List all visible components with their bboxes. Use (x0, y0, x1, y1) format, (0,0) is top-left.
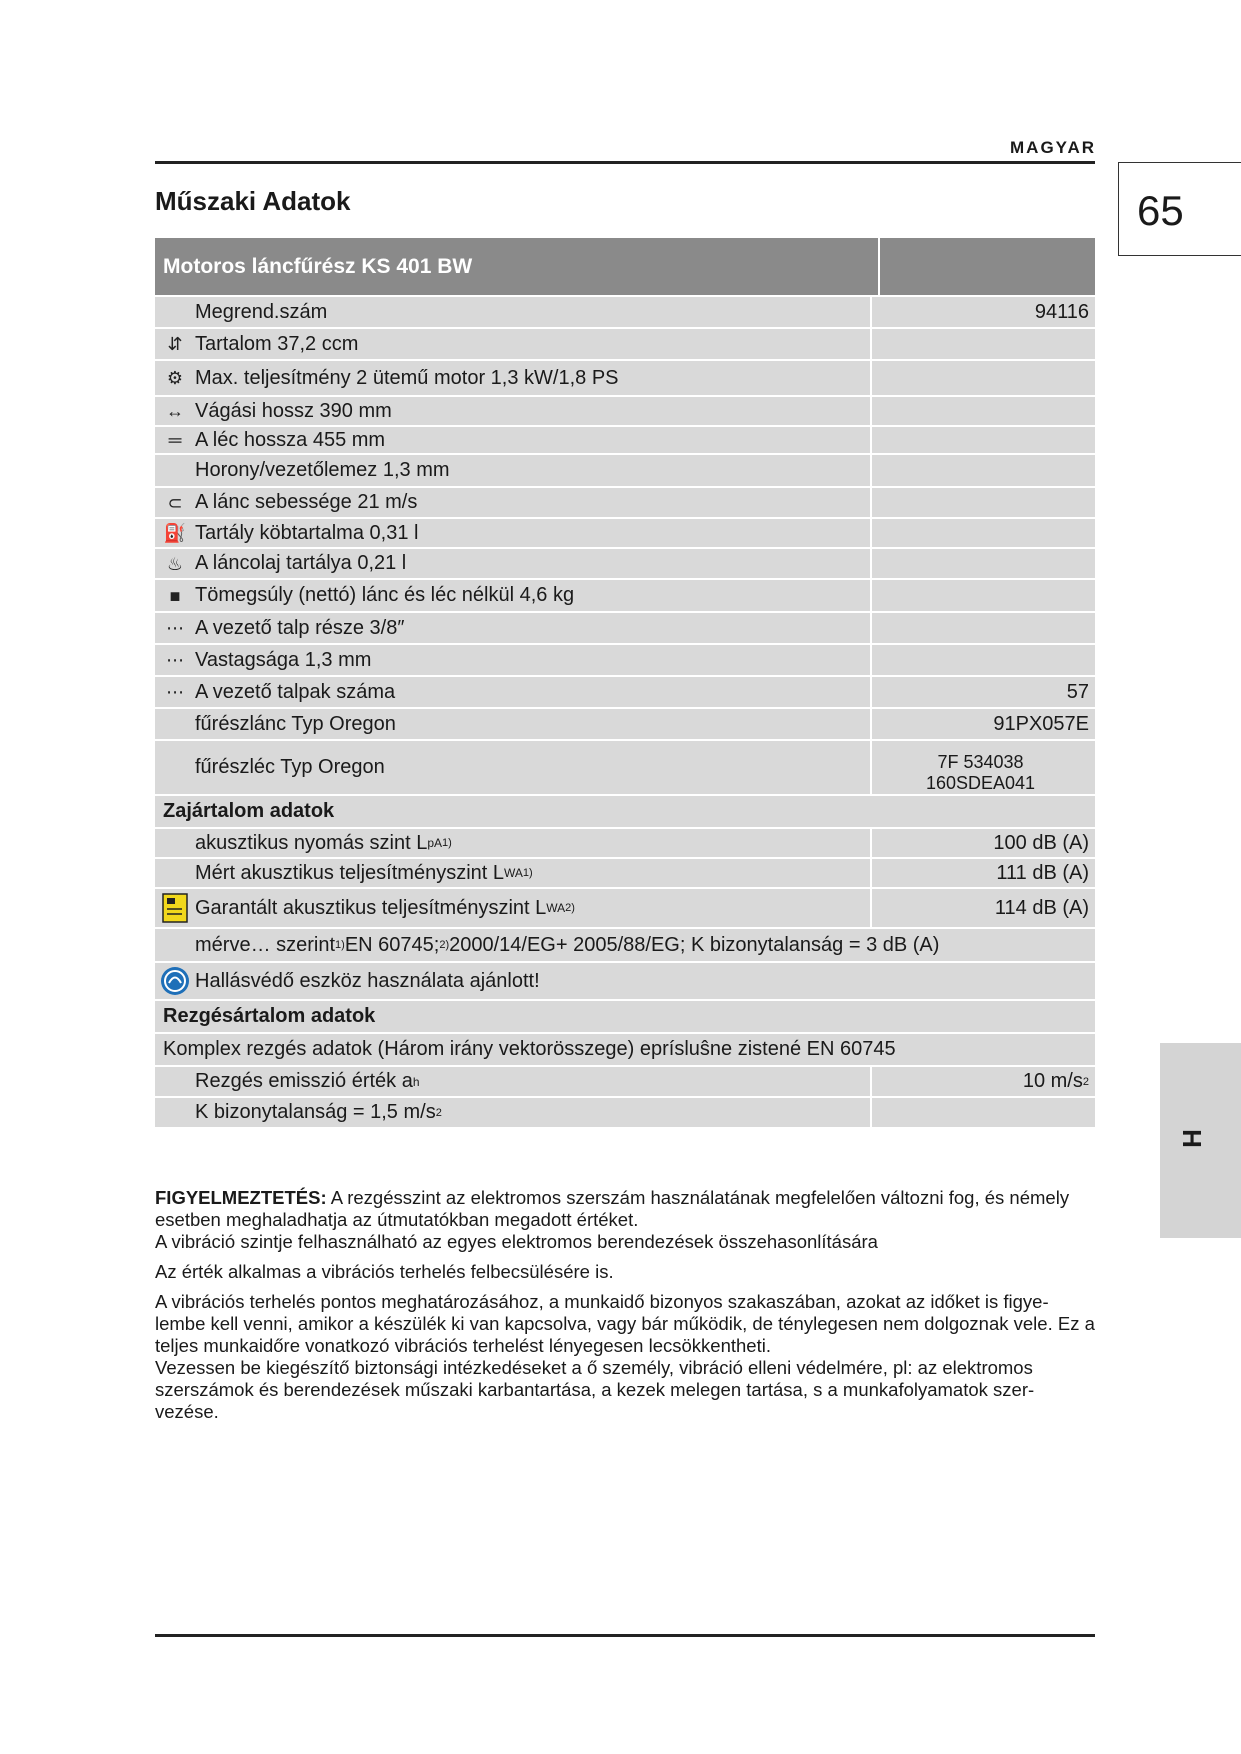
bar-value-line2: 160SDEA041 (925, 773, 1036, 793)
emission-value (870, 1067, 1095, 1096)
spec-label: Megrend.szám (195, 300, 328, 323)
spec-label: Tartalom 37,2 ccm (195, 332, 359, 355)
language-tab (1160, 1043, 1241, 1238)
spec-value (870, 488, 1095, 517)
spec-label: fűrészlánc Typ Oregon (195, 712, 396, 735)
measured-text-b: EN 60745; (344, 933, 440, 956)
emission-sub: h (412, 1074, 420, 1089)
chain-gauge-icon: ⋯ (166, 650, 184, 670)
language-label: MAGYAR (1010, 138, 1096, 157)
bar-row (155, 739, 1095, 794)
warning-label: FIGYELMEZTETÉS: (155, 1187, 327, 1208)
bar-value-line1: 7F 534038 (937, 752, 1024, 772)
glwa-label: Garantált akusztikus teljesítményszint L (195, 896, 547, 919)
note-p5: Vezessen be kiegészítő biztonsági intézkedéseket a ő személy, vibráció elleni védelmére, pl: az elektromos szerszámok és berendezések műszaki karbantartása, a kezek melegen tartása, s a munkafolyamatok szer-vezése. (155, 1357, 1035, 1422)
spec-value (870, 519, 1095, 547)
spec-label: A lánc sebessége 21 m/s (195, 491, 418, 513)
spec-value (870, 455, 1095, 486)
vibration-complex-row (155, 1032, 1095, 1065)
spec-value (870, 397, 1095, 425)
noise-heading: Zajártalom adatok (163, 800, 335, 822)
spec-row (155, 425, 1095, 453)
spec-label: fűrészléc Typ Oregon (195, 756, 385, 778)
emission-value-text: 10 m/s (1022, 1070, 1083, 1092)
engine-icon: ⚙ (166, 368, 184, 388)
spec-row (155, 547, 1095, 578)
warning-text: A rezgésszint az elektromos szerszám használatának megfelelően változni fog, és némely esetben meghaladhatja az útmutatókban megadott értéket. (155, 1187, 1070, 1230)
spec-value: 94116 (870, 297, 1095, 327)
uncertainty-label: K bizonytalanság = 1,5 m/s (195, 1101, 436, 1123)
lpa-sub: pA (427, 836, 443, 850)
glwa-value: 114 dB (A) (870, 889, 1095, 927)
spec-value (870, 613, 1095, 643)
page-number: 65 (1137, 187, 1184, 234)
lwa-sup: 1) (522, 867, 533, 879)
spec-row (155, 395, 1095, 425)
language-tab-letter: H (1176, 1129, 1207, 1148)
vibration-uncertainty-row (155, 1096, 1095, 1127)
emission-value-sup: 2 (1082, 1075, 1089, 1088)
spec-label: Horony/vezetőlemez 1,3 mm (195, 459, 450, 481)
bottom-rule (155, 1634, 1095, 1637)
spec-label: Tömegsúly (nettó) lánc és léc nélkül 4,6 kg (195, 584, 575, 606)
spec-row (155, 707, 1095, 739)
spec-row (155, 578, 1095, 611)
lwa-sub: WA (504, 866, 523, 880)
chain-speed-icon: ⊂ (167, 492, 183, 513)
noise-label-icon (162, 893, 188, 923)
spec-row (155, 295, 1095, 327)
bar-value (870, 741, 1095, 794)
page-title: Műszaki Adatok (155, 186, 351, 216)
spec-value (870, 645, 1095, 675)
fuel-tank-icon: ⛽ (163, 523, 187, 543)
noise-glwa-row (155, 887, 1095, 927)
spec-row (155, 517, 1095, 547)
uncertainty-sup: 2 (435, 1106, 442, 1119)
spec-row (155, 359, 1095, 395)
page-number-box (1118, 162, 1241, 256)
weight-icon: ■ (169, 585, 181, 606)
lpa-value: 100 dB (A) (870, 829, 1095, 857)
measured-sup1: 1) (335, 939, 345, 951)
note-p4: A vibrációs terhelés pontos meghatározásához, a munkaidő bizonyos szakaszában, azokat az időket is figye-lembe kell venni, amikor a készülék ki van kapcsolva, vagy bár működik, de ténylegesen nem dolgoznak vele. Ez a teljes munkaidőre vonatkozó vibrációs terhelést lényegesen lecsökkentheti. (155, 1291, 1095, 1356)
spec-row (155, 643, 1095, 675)
lwa-label: Mért akusztikus teljesítményszint L (195, 861, 504, 884)
lpa-sup: 1) (442, 837, 452, 849)
spec-table-header (155, 238, 1095, 295)
spec-label: A vezető talpak száma (195, 680, 396, 703)
spec-label: A láncolaj tartálya 0,21 l (195, 552, 407, 574)
displacement-icon: ⇵ (167, 334, 183, 354)
spec-label: Tartály köbtartalma 0,31 l (195, 521, 419, 544)
spec-label: Vastagsága 1,3 mm (195, 648, 372, 671)
bar-length-icon: ═ (168, 430, 182, 450)
noise-lpa-row (155, 827, 1095, 857)
vibration-complex-text: Komplex rezgés adatok (Három irány vektorösszege) eprísluŝne zistené EN 60745 (163, 1038, 896, 1060)
spec-value (870, 549, 1095, 578)
spec-value (870, 580, 1095, 611)
product-name: Motoros láncfűrész KS 401 BW (163, 255, 473, 278)
spec-label: A léc hossza 455 mm (195, 428, 386, 451)
emission-label: Rezgés emisszió érték a (195, 1070, 413, 1092)
spec-rows (155, 295, 1095, 739)
lwa-value: 111 dB (A) (870, 859, 1095, 887)
spec-label: A vezető talp része 3/8″ (195, 616, 405, 639)
notes (155, 1187, 1095, 1423)
lpa-label: akusztikus nyomás szint L (195, 831, 428, 854)
spec-table (155, 238, 1095, 1127)
chain-pitch-icon: ⋯ (166, 618, 184, 638)
note-p2: A vibráció szintje felhasználható az egyes elektromos berendezések összehasonlítására (155, 1231, 878, 1252)
spec-label: Max. teljesítmény 2 ütemű motor 1,3 kW/1,8 PS (195, 366, 619, 389)
vibration-section-heading (155, 999, 1095, 1032)
noise-measured-row (155, 927, 1095, 961)
drive-links-icon: ⋯ (166, 682, 184, 702)
spec-value: 57 (870, 677, 1095, 707)
glwa-sub: WA (546, 901, 566, 915)
note-p3: Az érték alkalmas a vibrációs terhelés felbecsülésére is. (155, 1261, 614, 1282)
spec-row (155, 611, 1095, 643)
measured-text-c: 2000/14/EG+ 2005/88/EG; K bizonytalanság = 3 dB (A) (449, 933, 940, 956)
spec-value (870, 329, 1095, 359)
vibration-emission-row (155, 1065, 1095, 1096)
noise-section-heading (155, 794, 1095, 827)
spec-value (870, 427, 1095, 453)
glwa-sup: 2) (565, 902, 575, 914)
spec-value (870, 361, 1095, 395)
spec-label: Vágási hossz 390 mm (195, 399, 392, 422)
spec-row (155, 486, 1095, 517)
measured-text-a: mérve… szerint (195, 933, 336, 956)
spec-row (155, 327, 1095, 359)
vibration-heading: Rezgésártalom adatok (163, 1005, 376, 1027)
spec-row (155, 675, 1095, 707)
oil-tank-icon: ♨ (166, 553, 184, 574)
noise-lwa-row (155, 857, 1095, 887)
measured-sup2: 2) (439, 939, 450, 951)
hearing-protection-row (155, 961, 1095, 999)
ear-protection-icon (160, 966, 190, 996)
cutting-length-icon: ↔ (166, 401, 184, 421)
hearing-text: Hallásvédő eszköz használata ajánlott! (195, 969, 540, 992)
top-rule (155, 161, 1095, 164)
spec-row (155, 453, 1095, 486)
warning-paragraph (155, 1187, 1095, 1231)
spec-value: 91PX057E (870, 709, 1095, 739)
